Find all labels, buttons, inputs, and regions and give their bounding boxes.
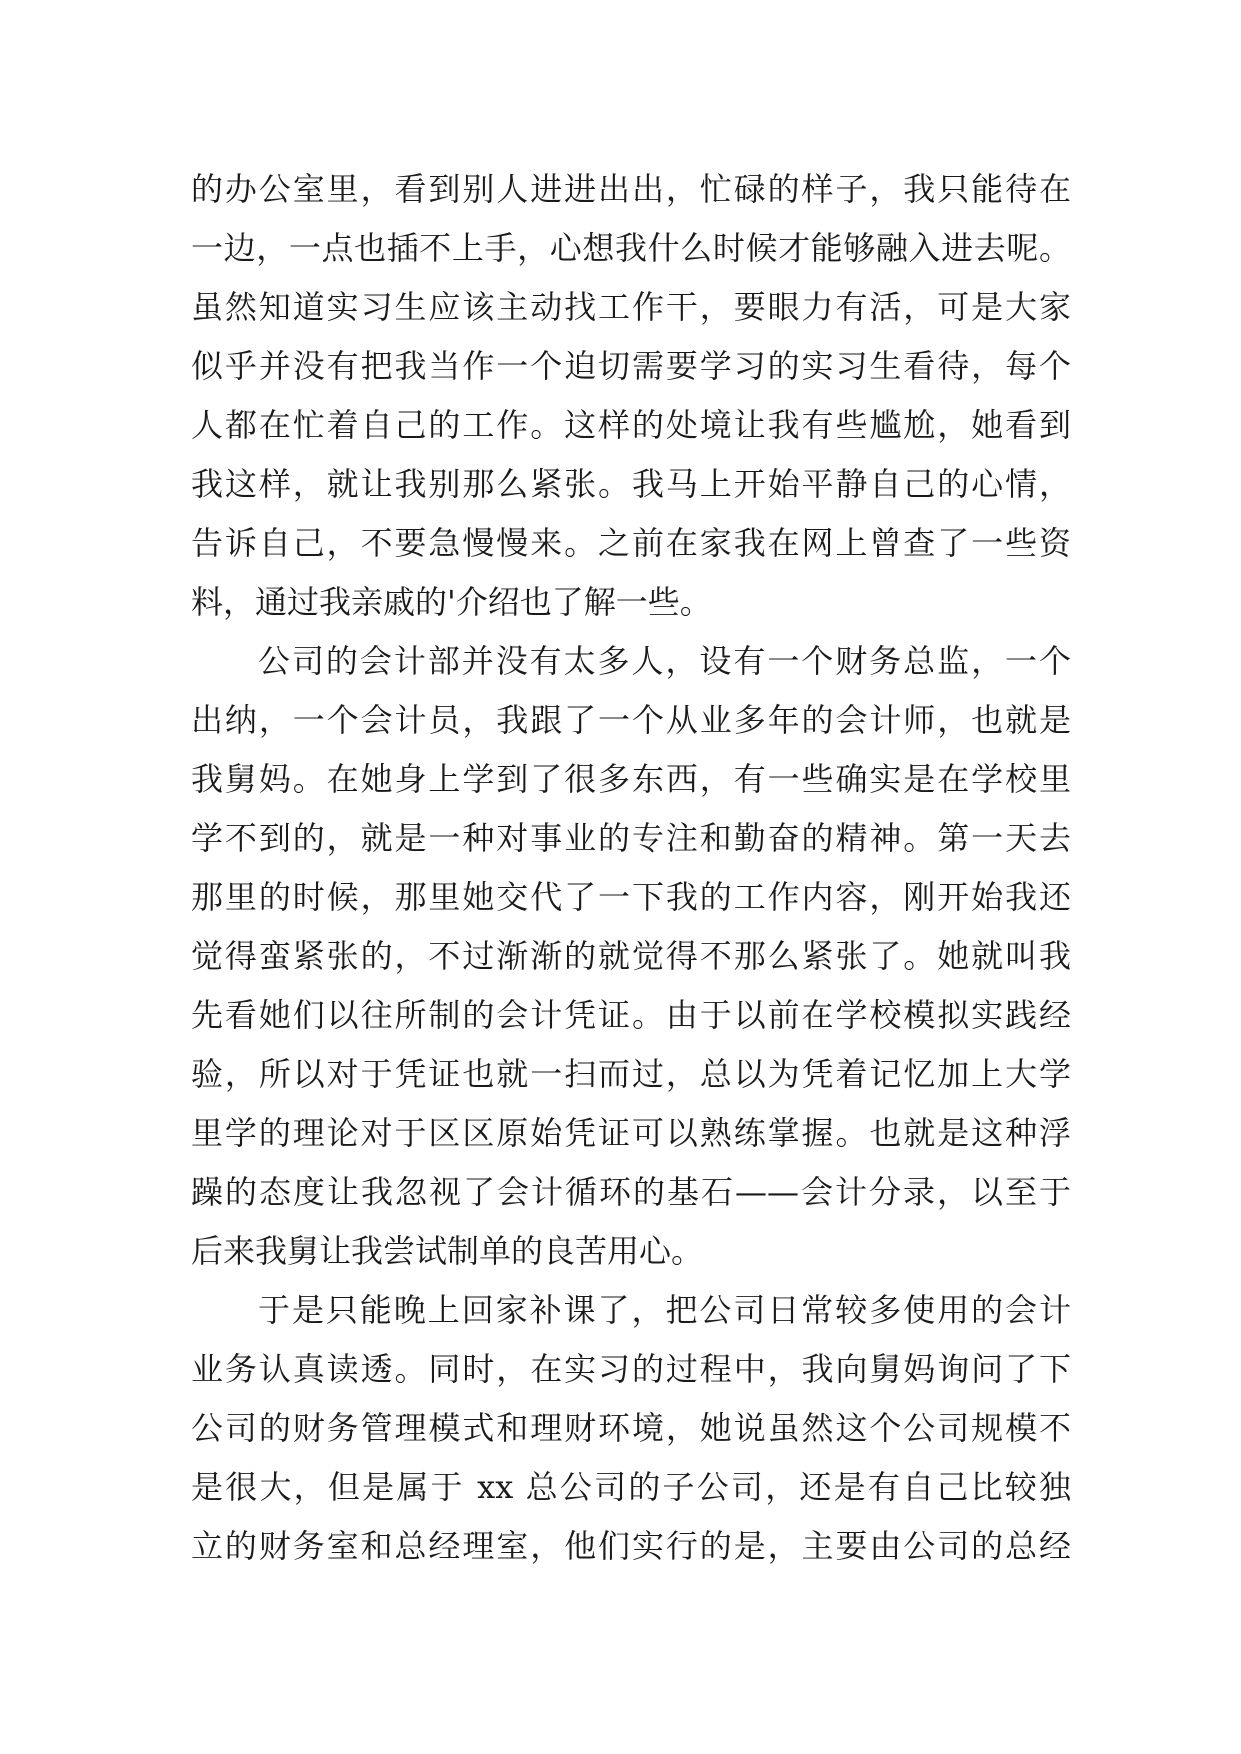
text-line: 出纳，一个会计员，我跟了一个从业多年的会计师，也就是 bbox=[191, 701, 1071, 739]
text-line: 学不到的，就是一种对事业的专注和勤奋的精神。第一天去 bbox=[191, 819, 1071, 857]
text-line: 公司的会计部并没有太多人，设有一个财务总监，一个 bbox=[258, 642, 1071, 680]
text-line: 后来我舅让我尝试制单的良苦用心。 bbox=[191, 1232, 704, 1270]
text-line: 觉得蛮紧张的，不过渐渐的就觉得不那么紧张了。她就叫我 bbox=[191, 937, 1071, 975]
paragraph bbox=[191, 160, 1071, 632]
text-line: 告诉自己，不要急慢慢来。之前在家我在网上曾查了一些资 bbox=[191, 524, 1071, 562]
text-line: 躁的态度让我忽视了会计循环的基石——会计分录，以至于 bbox=[191, 1173, 1071, 1211]
text-line: 我舅妈。在她身上学到了很多东西，有一些确实是在学校里 bbox=[191, 760, 1071, 798]
text-line: 先看她们以往所制的会计凭证。由于以前在学校模拟实践经 bbox=[191, 996, 1071, 1034]
text-line: 于是只能晚上回家补课了，把公司日常较多使用的会计 bbox=[258, 1291, 1071, 1329]
text-line: 验，所以对于凭证也就一扫而过，总以为凭着记忆加上大学 bbox=[191, 1055, 1071, 1093]
paragraph bbox=[191, 632, 1071, 1281]
text-line: 公司的财务管理模式和理财环境，她说虽然这个公司规模不 bbox=[191, 1409, 1071, 1447]
text-line: 虽然知道实习生应该主动找工作干，要眼力有活，可是大家 bbox=[191, 288, 1071, 326]
paragraph bbox=[191, 1281, 1071, 1576]
text-line: 业务认真读透。同时，在实习的过程中，我向舅妈询问了下 bbox=[191, 1350, 1071, 1388]
text-line: 那里的时候，那里她交代了一下我的工作内容，刚开始我还 bbox=[191, 878, 1071, 916]
text-line: 似乎并没有把我当作一个迫切需要学习的实习生看待，每个 bbox=[191, 347, 1071, 385]
text-line: 料，通过我亲戚的'介绍也了解一些。 bbox=[191, 583, 712, 621]
text-line: 一边，一点也插不上手，心想我什么时候才能够融入进去呢。 bbox=[191, 229, 1071, 267]
text-line: 人都在忙着自己的工作。这样的处境让我有些尴尬，她看到 bbox=[191, 406, 1071, 444]
document-body bbox=[191, 160, 1071, 1576]
text-line: 我这样，就让我别那么紧张。我马上开始平静自己的心情， bbox=[191, 465, 1071, 503]
text-line: 立的财务室和总经理室，他们实行的是，主要由公司的总经 bbox=[191, 1527, 1071, 1565]
text-line: 是很大，但是属于 xx 总公司的子公司，还是有自己比较独 bbox=[191, 1468, 1071, 1506]
text-line: 的办公室里，看到别人进进出出，忙碌的样子，我只能待在 bbox=[191, 170, 1071, 208]
text-line: 里学的理论对于区区原始凭证可以熟练掌握。也就是这种浮 bbox=[191, 1114, 1071, 1152]
